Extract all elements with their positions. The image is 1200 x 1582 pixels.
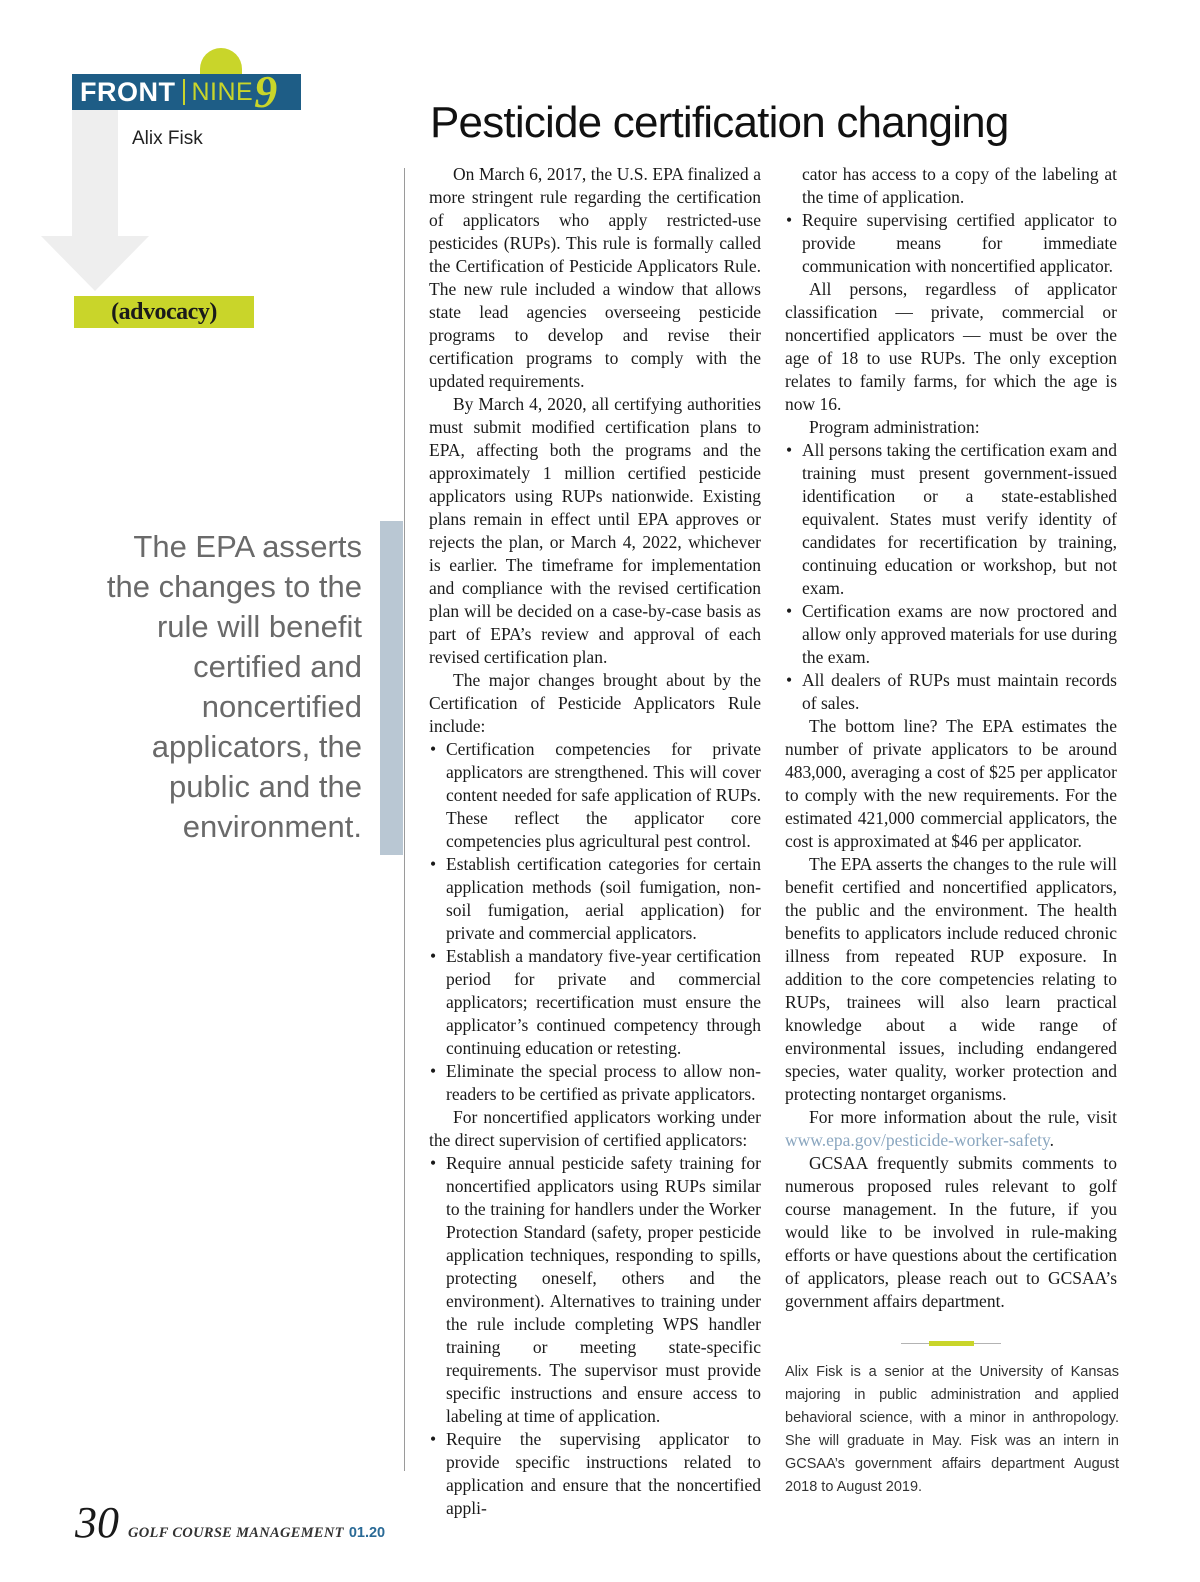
body-paragraph: The bottom line? The EPA estimates the number of private applicators to be around 483,000, averaging a cost of $25 per applicator to comply with the new requirements. For the estimated 421,000 commercial applicators, the cost is approximated at $46 per applicator. [785, 716, 1117, 851]
body-paragraph: GCSAA frequently submits comments to numerous proposed rules relevant to golf course management. In the future, if you would like to be involved in rule-making efforts or have questions about the certification of applicators, please reach out to GCSAA’s government affairs department. [785, 1153, 1117, 1311]
article-column-1 [429, 163, 761, 1520]
noncertified-list [429, 1152, 761, 1520]
logo-front-text: FRONT [80, 76, 176, 107]
body-paragraph: By March 4, 2020, all certifying authorities must submit modified certification plans to EPA, affecting both the programs and the approximately 1 million certified pesticide applicators using RUPs nationwide. Existing plans remain in effect until EPA approves or rejects the plan, or March 4, 2022, whichever is earlier. The timeframe for implementation and compliance with the revised certification plan will be decided on a case-by-case basis as part of EPA’s review and approval of each revised certification plan. [429, 394, 761, 667]
pull-quote-bar [380, 521, 403, 855]
author-bio: Alix Fisk is a senior at the University of Kansas majoring in public administration and applied behavioral science, with a minor in anthropology. She will graduate in May. Fisk was an intern in GCSAA’s government affairs department August 2018 to August 2019. [785, 1364, 1119, 1495]
publication-name: GOLF COURSE MANAGEMENT [128, 1525, 344, 1541]
list-item: • Require supervising certified applicator to provide means for immediate communication with noncertified applicator. [785, 209, 1117, 278]
divider-accent [929, 1341, 974, 1346]
decorative-arrow-stem [72, 110, 118, 236]
arrow-down-icon [41, 236, 149, 291]
list-item: • Certification exams are now proctored and allow only approved materials for use during the exam. [785, 600, 1117, 669]
body-paragraph: For noncertified applicators working under the direct supervision of certified applicators: [429, 1107, 761, 1150]
list-item: • Establish a mandatory five-year certification period for private and commercial applicators; recertification must ensure the applicator’s continued competency through continuing education or retesting. [429, 945, 761, 1060]
front-nine-logo [72, 74, 301, 110]
list-item: • All persons taking the certification exam and training must present government-issued identification or a state-established equivalent. States must verify identity of candidates for recertification by training, continuing education or workshop, but not exam. [785, 439, 1117, 600]
admin-list [785, 439, 1117, 715]
list-item-continued: cator has access to a copy of the labeling at the time of application. [802, 164, 1117, 207]
logo-accent-tab [200, 48, 242, 74]
page-number: 30 [75, 1498, 119, 1547]
body-paragraph: The EPA asserts the changes to the rule will benefit certified and noncertified applicators, the public and the environment. The health benefits to applicators include reduced chronic illness from repeated RUP exposure. In addition to the core competencies relating to RUPs, trainees will also learn practical knowledge about a wide range of environmental issues, including endangered species, water quality, worker protection and protecting nontarget organisms. [785, 854, 1117, 1104]
body-paragraph [785, 1106, 1117, 1152]
article-title: Pesticide certification changing [430, 98, 1009, 147]
logo-divider [183, 79, 185, 105]
category-tag: (advocacy) [74, 296, 254, 328]
page-folio [75, 1497, 385, 1548]
epa-link[interactable]: www.epa.gov/pesticide-worker-safety [785, 1130, 1050, 1150]
column-rule [404, 168, 405, 1471]
body-paragraph: Program administration: [809, 417, 980, 437]
logo-nine-text: NINE [191, 77, 254, 106]
logo-nine-numeral: 9 [254, 74, 278, 110]
list-item: • Require the supervising applicator to provide specific instructions related to application and ensure that the noncertified appli- [429, 1428, 761, 1520]
list-item: • Establish certification categories for certain application methods (soil fumigation, non-soil fumigation, aerial application) for private and commercial applicators. [429, 853, 761, 945]
link-intro-text: For more information about the rule, visit [809, 1107, 1117, 1127]
list-item: • All dealers of RUPs must maintain records of sales. [785, 669, 1117, 715]
body-paragraph: On March 6, 2017, the U.S. EPA finalized a more stringent rule regarding the certification of applicators who apply restricted-use pesticides (RUPs). This rule is formally called the Certification of Pesticide Applicators Rule. The new rule included a window that allows state lead agencies overseeing pesticide programs to develop and revise their certification programs to comply with the updated requirements. [429, 164, 761, 391]
body-paragraph: All persons, regardless of applicator classification — private, commercial or noncertified applicators — must be over the age of 18 to use RUPs. The only exception relates to family farms, for which the age is now 16. [785, 279, 1117, 414]
list-item: • Eliminate the special process to allow non-readers to be certified as private applicators. [429, 1060, 761, 1106]
article-column-2 [785, 163, 1117, 1313]
continued-list [785, 163, 1117, 278]
list-item: • Certification competencies for private applicators are strengthened. This will cover content needed for safe application of RUPs. These reflect the applicator core competencies plus agricultural pest control. [429, 738, 761, 853]
issue-number: 01.20 [348, 1525, 386, 1541]
list-item: • Require annual pesticide safety training for noncertified applicators using RUPs similar to the training for handlers under the Worker Protection Standard (safety, proper pesticide application techniques, responding to spills, protecting oneself, others and the environment). Alternatives to training under the rule include completing WPS handler training or meeting state-specific requirements. The supervisor must provide specific instructions and ensure access to labeling at time of application. [429, 1152, 761, 1428]
link-end-text: . [1049, 1130, 1055, 1150]
body-paragraph: The major changes brought about by the Certification of Pesticide Applicators Rule include: [429, 670, 761, 736]
author-byline: Alix Fisk [132, 128, 203, 149]
pull-quote: The EPA asserts the changes to the rule will benefit certified and noncertified applicators, the public and the environment. [106, 529, 362, 844]
changes-list [429, 738, 761, 1106]
